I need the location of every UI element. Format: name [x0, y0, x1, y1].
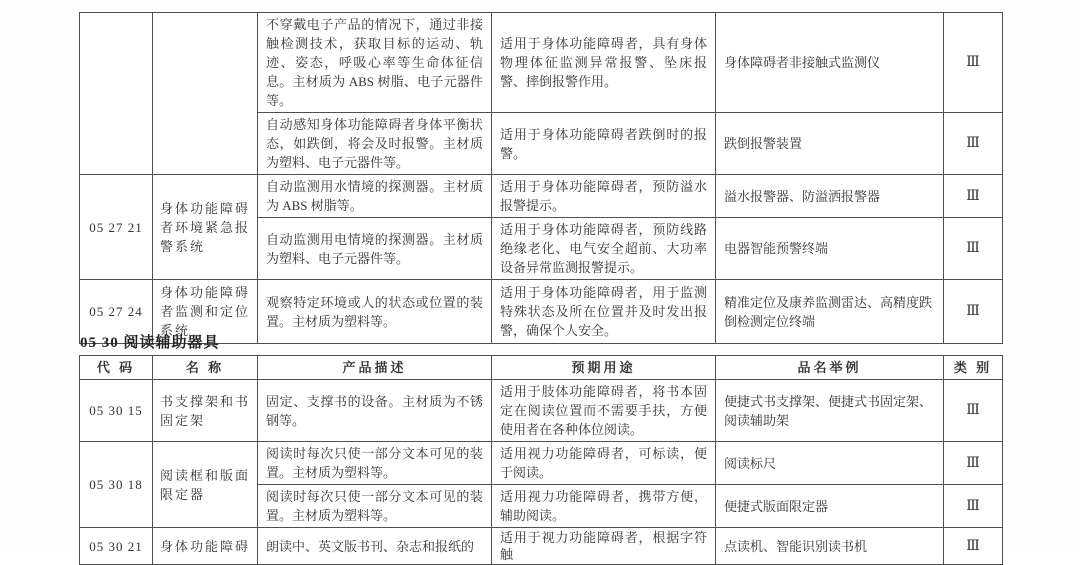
- cell-name: 身体功能障碍者监测和定位系统: [153, 280, 258, 344]
- table-row: [80, 442, 1003, 485]
- cell-category: Ⅲ: [944, 280, 1003, 344]
- cell-product-description: 固定、支撑书的设备。主材质为不锈钢等。: [258, 380, 492, 442]
- header-product-examples: 品名举例: [716, 356, 944, 380]
- cell-product-description: 不穿戴电子产品的情况下，通过非接触检测技术，获取目标的运动、轨迹、姿态，呼吸心率等生命体征信息。主材质为 ABS 树脂、电子元器件等。: [258, 13, 492, 113]
- cell-product-description: 阅读时每次只使一部分文本可见的装置。主材质为塑料等。: [258, 442, 492, 485]
- catalog-table-05-27: [79, 12, 1003, 344]
- cell-intended-use: 适用于身体功能障碍者，具有身体物理体征监测异常报警、坠床报警、摔倒报警作用。: [492, 13, 716, 113]
- cell-name: 身体功能障碍者环境紧急报警系统: [153, 175, 258, 280]
- cell-category: Ⅲ: [944, 218, 1003, 280]
- table-row: [80, 380, 1003, 442]
- cell-product-examples: 电器智能预警终端: [716, 218, 944, 280]
- cell-product-examples: 便捷式版面限定器: [716, 485, 944, 528]
- cell-category: Ⅲ: [944, 380, 1003, 442]
- cell-product-examples: 精准定位及康养监测雷达、高精度跌倒检测定位终端: [716, 280, 944, 344]
- cell-intended-use: 适用视力功能障碍者，携带方便，辅助阅读。: [492, 485, 716, 528]
- cell-product-examples: 跌倒报警装置: [716, 113, 944, 175]
- cell-name: 阅读框和版面限定器: [153, 442, 258, 528]
- cell-intended-use: 适用于身体功能障碍者跌倒时的报警。: [492, 113, 716, 175]
- table-row: [80, 175, 1003, 218]
- cell-intended-use: 适用于身体功能障碍者，用于监测特殊状态及所在位置并及时发出报警，确保个人安全。: [492, 280, 716, 344]
- cell-product-description: 自动感知身体功能障碍者身体平衡状态，如跌倒，将会及时报警。主材质为塑料、电子元器件等。: [258, 113, 492, 175]
- cell-category: Ⅲ: [944, 485, 1003, 528]
- cell-code: 05 30 15: [80, 380, 153, 442]
- cell-code: 05 30 21: [80, 528, 153, 565]
- cell-name: [153, 13, 258, 175]
- cell-category: Ⅲ: [944, 113, 1003, 175]
- cell-category: Ⅲ: [944, 13, 1003, 113]
- catalog-table-05-30: [79, 355, 1003, 565]
- cell-intended-use: 适用于身体功能障碍者，预防溢水报警提示。: [492, 175, 716, 218]
- header-product-description: 产品描述: [258, 356, 492, 380]
- cell-category: Ⅲ: [944, 528, 1003, 565]
- header-name: 名 称: [153, 356, 258, 380]
- cell-intended-use: 适用视力功能障碍者，可标读，便于阅读。: [492, 442, 716, 485]
- cell-code: 05 30 18: [80, 442, 153, 528]
- cell-product-examples: 点读机、智能识别读书机: [716, 528, 944, 565]
- cell-name: 书支撑架和书固定架: [153, 380, 258, 442]
- cell-product-description: 自动监测用电情境的探测器。主材质为塑料、电子元器件等。: [258, 218, 492, 280]
- cell-name: 身体功能障碍: [153, 528, 258, 565]
- cell-product-examples: 阅读标尺: [716, 442, 944, 485]
- cell-product-description: 朗读中、英文版书刊、杂志和报纸的: [258, 528, 492, 565]
- table-header-row: [80, 356, 1003, 380]
- cell-category: Ⅲ: [944, 175, 1003, 218]
- cell-code: 05 27 24: [80, 280, 153, 344]
- cell-product-examples: 身体障碍者非接触式监测仪: [716, 13, 944, 113]
- table-row: [80, 13, 1003, 113]
- cell-product-examples: 便捷式书支撑架、便捷式书固定架、阅读辅助架: [716, 380, 944, 442]
- table-row-clipped: [80, 528, 1003, 565]
- cell-intended-use: 适用于身体功能障碍者，预防线路绝缘老化、电气安全超前、大功率设备异常监测报警提示。: [492, 218, 716, 280]
- cell-product-examples: 溢水报警器、防溢洒报警器: [716, 175, 944, 218]
- cell-intended-use: 适用于肢体功能障碍者，将书本固定在阅读位置而不需要手扶，方便使用者在各种体位阅读。: [492, 380, 716, 442]
- cell-product-description: 阅读时每次只使一部分文本可见的装置。主材质为塑料等。: [258, 485, 492, 528]
- header-intended-use: 预期用途: [492, 356, 716, 380]
- section-heading-05-30: 05 30 阅读辅助器具: [80, 335, 220, 351]
- cell-code: [80, 13, 153, 175]
- cell-intended-use: 适用于视力功能障碍者，根据字符触: [492, 528, 716, 565]
- cell-category: Ⅲ: [944, 442, 1003, 485]
- cell-product-description: 自动监测用水情境的探测器。主材质为 ABS 树脂等。: [258, 175, 492, 218]
- cell-product-description: 观察特定环境或人的状态或位置的装置。主材质为塑料等。: [258, 280, 492, 344]
- header-code: 代 码: [80, 356, 153, 380]
- cell-code: 05 27 21: [80, 175, 153, 280]
- header-category: 类 别: [944, 356, 1003, 380]
